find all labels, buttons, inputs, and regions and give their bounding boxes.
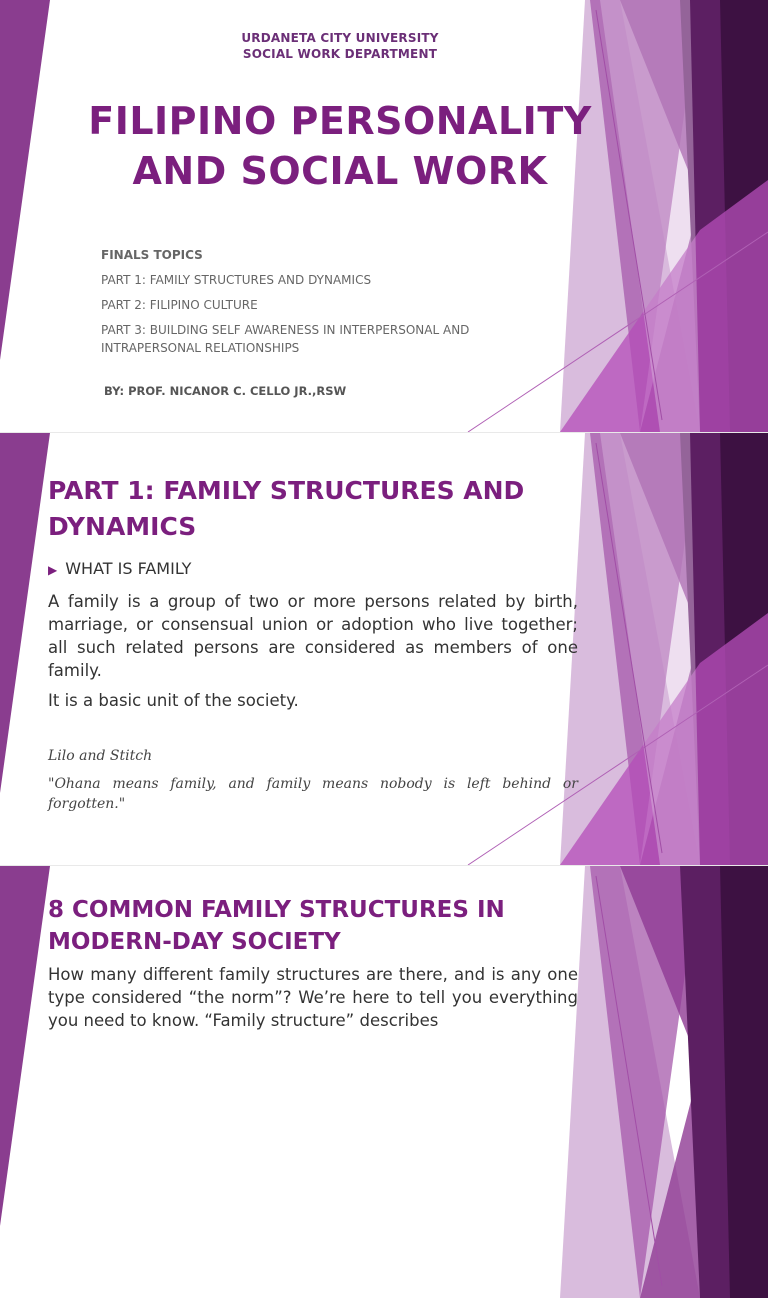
intro-paragraph: How many different family structures are there, and is any one type considered “the norm”? We’re here to tell you everything you need to know. “Family structure” describes <box>48 965 578 1030</box>
title-slide <box>0 0 768 432</box>
title-line-2: AND SOCIAL WORK <box>132 149 548 193</box>
bullet-item <box>48 559 548 578</box>
slide-title: PART 1: FAMILY STRUCTURES AND DYNAMICS <box>48 476 525 541</box>
title-line-1: FILIPINO PERSONALITY <box>88 99 592 143</box>
topics-heading: FINALS TOPICS <box>101 248 203 262</box>
decorative-shapes <box>0 0 768 432</box>
department-name: SOCIAL WORK DEPARTMENT <box>242 47 438 61</box>
family-structures-slide <box>0 866 768 1298</box>
slide-title: 8 COMMON FAMILY STRUCTURES IN MODERN-DAY SOCIETY <box>48 897 505 955</box>
bullet-text: WHAT IS FAMILY <box>65 559 192 578</box>
university-header <box>0 30 680 62</box>
family-definition: A family is a group of two or more persons related by birth, marriage, or consensual union or adoption who live together; all such related persons are considered as members of one family. <box>48 592 578 680</box>
author-byline: BY: PROF. NICANOR C. CELLO JR.,RSW <box>104 384 347 398</box>
topics-list <box>101 246 521 364</box>
triangle-bullet-icon: ▶ <box>48 563 58 577</box>
topic-item: PART 2: FILIPINO CULTURE <box>101 298 258 312</box>
basic-unit-statement: It is a basic unit of the society. <box>48 691 299 710</box>
family-definition-slide <box>0 433 768 865</box>
topic-item: PART 3: BUILDING SELF AWARENESS IN INTERPERSONAL AND INTRAPERSONAL RELATIONSHIPS <box>101 323 470 355</box>
topic-item: PART 1: FAMILY STRUCTURES AND DYNAMICS <box>101 273 372 287</box>
presentation-title <box>0 96 680 196</box>
ohana-quote: "Ohana means family, and family means nobody is left behind or forgotten." <box>48 776 578 812</box>
university-name: URDANETA CITY UNIVERSITY <box>241 31 439 45</box>
quote-source: Lilo and Stitch <box>48 748 153 764</box>
